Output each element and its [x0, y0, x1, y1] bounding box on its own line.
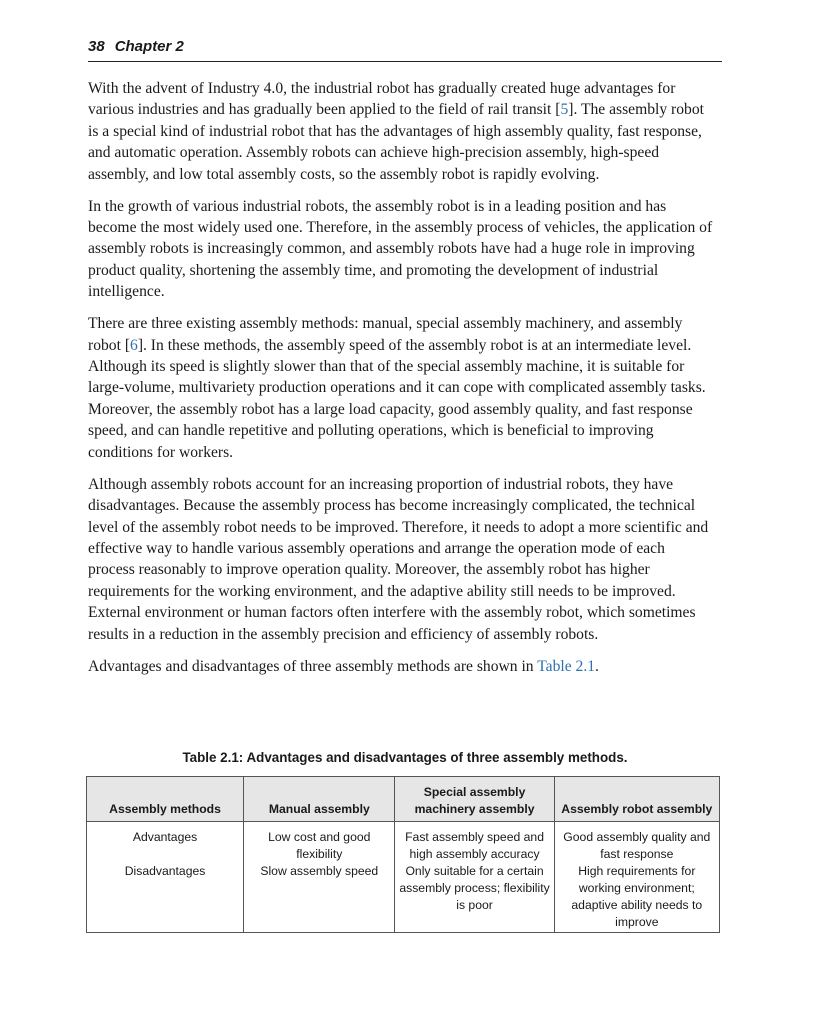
cell-robot-disadvantages: High requirements for working environment; adaptive ability needs to improve	[571, 864, 703, 929]
citation-link-6[interactable]: 6	[130, 336, 138, 354]
table-reference-link[interactable]: Table 2.1	[537, 657, 596, 675]
column-header: Assembly robot assembly	[554, 777, 719, 822]
cell-manual-disadvantages: Slow assembly speed	[260, 864, 379, 878]
table-row	[87, 822, 720, 933]
cell-manual-advantages: Low cost and good flexibility	[268, 830, 371, 861]
paragraph-text: With the advent of Industry 4.0, the industrial robot has gradually created huge advantages for various industries and has gradually been applied to the field of rail transit [	[88, 80, 676, 119]
column-header: Special assembly machinery assembly	[395, 777, 554, 822]
assembly-methods-table	[86, 776, 720, 933]
paragraph-3	[88, 313, 714, 463]
paragraph-5	[88, 656, 714, 677]
paragraph-text: There are three existing assembly methods: manual, special assembly machinery, and assembly robot [	[88, 315, 683, 354]
table-caption: Table 2.1: Advantages and disadvantages of three assembly methods.	[182, 750, 628, 765]
row-label-advantages: Advantages	[132, 830, 198, 844]
paragraph-4: Although assembly robots account for an increasing proportion of industrial robots, they have disadvantages. Because the assembly process has become increasingly complicated, the technical level of the assembly robot needs to be improved. Therefore, it needs to adopt a more scientific and effective way to handle various assembly operations and arrange the operation mode of each process reasonably to improve operation quality. Moreover, the assembly robot has higher requirements for the working environment, and the adaptive ability still needs to be improved. External environment or human factors often interfere with the assembly robot, which sometimes results in a reduction in the assembly precision and efficiency of assembly robots.	[88, 475, 709, 643]
paragraph-text: ]. In these methods, the assembly speed of the assembly robot is at an intermediate level. Although its speed is slightly slower than that of the special assembly machine, it is suitable for large-volume, multivariety production operations and it can cope with complicated assembly tasks. Moreover, the assembly robot has a large load capacity, good assembly quality, and fast response speed, and can handle repetitive and polluting operations, which is beneficial to improving conditions for workers.	[88, 336, 706, 461]
table-cell	[395, 822, 554, 933]
paragraph-2: In the growth of various industrial robots, the assembly robot is in a leading position and has become the most widely used one. Therefore, in the assembly process of vehicles, the application of assembly robots is increasingly common, and assembly robots have had a huge role in improving product quality, shortening the assembly time, and promoting the development of industrial intelligence.	[88, 197, 713, 301]
table-cell	[87, 822, 244, 933]
chapter-title: Chapter 2	[114, 38, 184, 55]
paragraph-text: .	[595, 657, 599, 675]
running-head	[88, 38, 722, 62]
column-header: Assembly methods	[87, 777, 244, 822]
body-text	[88, 78, 714, 688]
paragraph-text: ]. The assembly robot is a special kind of industrial robot that has the advantages of high assembly quality, fast response, and automatic operation. Assembly robots can achieve high-precision assembly, high-speed assembly, and low total assembly costs, so the assembly robot is rapidly evolving.	[88, 101, 704, 183]
cell-special-disadvantages: Only suitable for a certain assembly process; flexibility is poor	[399, 864, 550, 912]
row-label-disadvantages: Disadvantages	[124, 864, 206, 878]
cell-special-advantages: Fast assembly speed and high assembly accuracy	[405, 830, 544, 861]
paragraph-text: Advantages and disadvantages of three assembly methods are shown in	[88, 657, 538, 675]
citation-link-5[interactable]: 5	[560, 101, 569, 119]
page-number: 38	[88, 38, 105, 55]
table-cell	[244, 822, 395, 933]
paragraph-1	[88, 78, 714, 185]
cell-robot-advantages: Good assembly quality and fast response	[563, 830, 711, 861]
table-cell	[554, 822, 719, 933]
column-header: Manual assembly	[244, 777, 395, 822]
table-header-row	[87, 777, 720, 822]
